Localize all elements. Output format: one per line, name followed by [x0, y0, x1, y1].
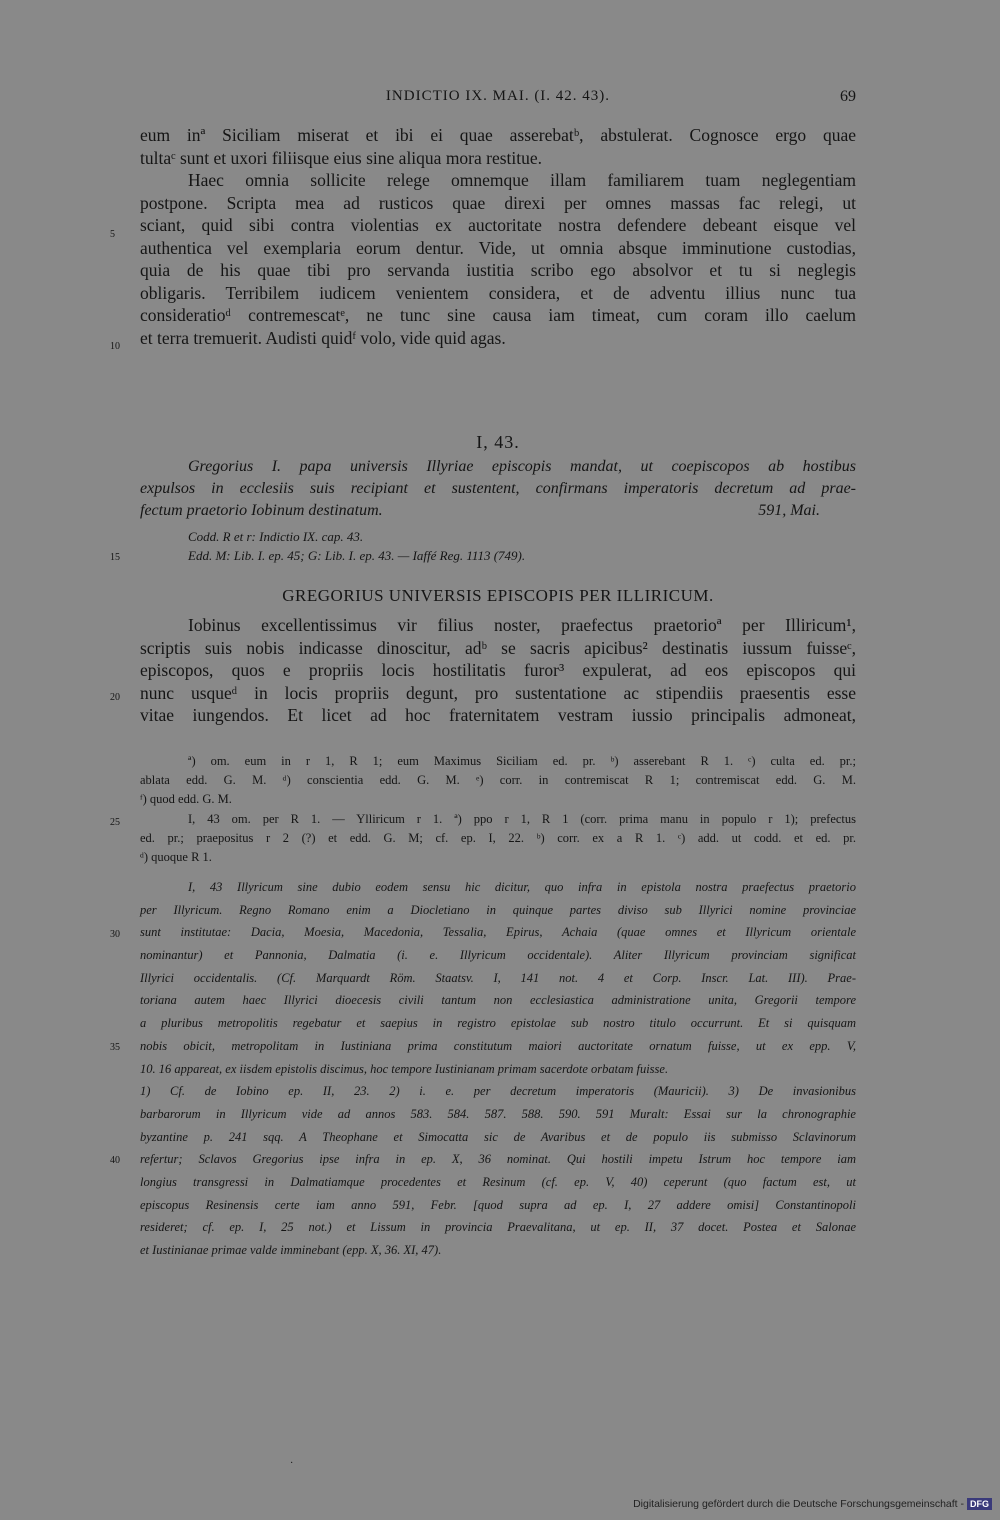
- text-line: vitae iungendos. Et licet ad hoc fraternitatem vestram iussio principalis admoneat,: [140, 705, 856, 725]
- editions-note: Edd. M: Lib. I. ep. 45; G: Lib. I. ep. 43. — Iaffé Reg. 1113 (749).: [188, 548, 526, 563]
- regest: [140, 456, 856, 522]
- line-number: 10: [110, 341, 120, 352]
- text-line: obligaris. Terribilem iudicem venientem considera, et de adventu illius nunc tua: [140, 282, 856, 303]
- footnote-line: ed. pr.; praepositus r 2 (?) et edd. G. M; cf. ep. I, 22. ᵇ) corr. ex a R 1. ᶜ) add. ut codd. et ed. pr.: [140, 831, 856, 845]
- text-line: sciant, quid sibi contra violentias ex auctoritate nostra defendere debeant eisque vel: [140, 215, 856, 235]
- regest-line-text: fectum praetorio Iobinum destinatum.: [140, 502, 383, 519]
- commentary-line: per Illyricum. Regno Romano enim a Diocletiano in quinque partes diviso sub Illyrici nomine provinciae: [140, 902, 856, 917]
- text-line: postpone. Scripta mea ad rusticos quae direxi per omnes massas fac relegi, ut: [140, 192, 856, 213]
- commentary-line: I, 43 Illyricum sine dubio eodem sensu hic dicitur, quo infra in epistola nostra praefectus praetorio: [188, 880, 856, 894]
- commentary-line: refertur; Sclavos Gregorius ipse infra in ep. X, 36 nominat. Qui hostili impetu Istrum hoc tempore iam: [140, 1152, 856, 1167]
- footnote-line: ª) om. eum in r 1, R 1; eum Maximus Siciliam ed. pr. ᵇ) asserebant R 1. ᶜ) culta ed. pr.;: [188, 754, 856, 768]
- regest-line: [140, 500, 856, 522]
- regest-line: Gregorius I. papa universis Illyriae episcopis mandat, ut coepiscopos ab hostibus: [188, 458, 856, 475]
- letter-address: GREGORIUS UNIVERSIS EPISCOPIS PER ILLIRICUM.: [282, 586, 714, 605]
- line-number: 15: [110, 552, 120, 563]
- body-text-main: [140, 614, 856, 727]
- line-number: 5: [110, 229, 115, 240]
- line-number: 35: [110, 1042, 120, 1053]
- commentary-line: toriana autem haec Illyrici dioecesis civili tantum non ecclesiastica administratione unita, Gregorii tempore: [140, 993, 856, 1008]
- document-number: I, 43.: [476, 432, 520, 452]
- text-line: authentica vel exemplaria eorum dentur. Vide, ut omnia absque imminutione custodias,: [140, 237, 856, 258]
- commentary-line: sunt institutae: Dacia, Moesia, Macedonia, Tessalia, Epirus, Achaia (quae omnes et Illyricum orientale: [140, 925, 856, 940]
- commentary-line: 1) Cf. de Iobino ep. II, 23. 2) i. e. per decretum imperatoris (Mauricii). 3) De invasionibus: [140, 1084, 856, 1099]
- footnote-line: ᵈ) quoque R 1.: [140, 850, 212, 864]
- commentary-line: et Iustinianae primae valde imminebant (epp. X, 36. XI, 47).: [140, 1243, 442, 1257]
- line-number: 30: [110, 929, 120, 940]
- commentary-line: a pluribus metropolitis regebatur et saepius in registro epistolae sub nostro titulo occurrunt. Et si quisquam: [140, 1016, 856, 1031]
- commentary-line: episcopus Resinensis certe iam anno 591, Febr. [quod supra ad ep. I, 27 addere omisi] Constantinopoli: [140, 1197, 856, 1212]
- body-text-top: [140, 124, 856, 349]
- regest-line: expulsos in ecclesiis suis recipiant et sustentent, confirmans imperatoris decretum ad prae-: [140, 480, 856, 497]
- dfg-logo: DFG: [967, 1498, 992, 1510]
- dfg-credit-text: Digitalisierung gefördert durch die Deutsche Forschungsgemeinschaft -: [633, 1498, 964, 1510]
- text-line: Iobinus excellentissimus vir filius noster, praefectus praetorioª per Illiricum¹,: [188, 615, 856, 635]
- commentary-line: 10. 16 appareat, ex iisdem epistolis discimus, hoc tempore Iustinianam primam sacerdote orbatam fuisse.: [140, 1061, 669, 1076]
- regest-date: 591, Mai.: [758, 502, 820, 519]
- codices-note: Codd. R et r: Indictio IX. cap. 43.: [188, 529, 364, 544]
- commentary-line: longius transgressi in Dalmatiamque procedentes et Resinum (cf. ep. V, 40) ceperunt (quo factum est, ut: [140, 1174, 856, 1189]
- stray-dot: ·: [290, 1458, 294, 1469]
- commentary-line: byzantine p. 241 sqq. A Theophane et Simocatta sic de Avaribus et de populo iis submisso Sclavinorum: [140, 1129, 856, 1144]
- text-line: et terra tremuerit. Audisti quidᶠ volo, vide quid agas.: [140, 327, 506, 348]
- footnotes-first: [140, 752, 856, 809]
- text-line: quia de his quae tibi pro servanda iustitia scribo ego absolvor et tu si neglegis: [140, 260, 856, 280]
- text-line: tultaᶜ sunt et uxori filiisque eius sine aliqua mora restitue.: [140, 147, 543, 168]
- text-line: eum inª Siciliam miserat et ibi ei quae asserebatᵇ, abstulerat. Cognosce ergo quae: [140, 125, 856, 145]
- line-number: 25: [110, 817, 120, 828]
- dfg-credit: [633, 1498, 992, 1510]
- text-line: nunc usqueᵈ in locis propriis degunt, pro sustentatione ac stipendiis praesentis esse: [140, 682, 856, 703]
- footnote-line: ablata edd. G. M. ᵈ) conscientia edd. G. M. ᵉ) corr. in contremiscat R 1; contremiscat edd. G. M.: [140, 773, 856, 787]
- text-line: episcopos, quos e propriis locis hostilitatis furor³ expulerat, ad eos episcopos qui: [140, 660, 856, 680]
- line-number: 40: [110, 1155, 120, 1166]
- text-line: Haec omnia sollicite relege omnemque illam familiarem tuam neglegentiam: [188, 170, 856, 190]
- footnote-line: ᶠ) quod edd. G. M.: [140, 792, 232, 806]
- commentary-line: nominantur) et Pannonia, Dalmatia (i. e. Illyricum occidentale). Aliter Illyricum provinciam significat: [140, 948, 856, 963]
- commentary-line: resideret; cf. ep. I, 25 not.) et Lissum in provincia Praevalitana, ut ep. II, 37 docet. Postea et Salonae: [140, 1220, 856, 1235]
- text-line: scriptis suis nobis indicasse dinoscitur, adᵇ se sacris apicibus² destinatis iussum fuisseᶜ,: [140, 637, 856, 658]
- line-number: 20: [110, 692, 120, 703]
- commentary: [140, 876, 856, 1262]
- page-number: 69: [840, 88, 856, 105]
- footnote-line: I, 43 om. per R 1. — Ylliricum r 1. ª) ppo r 1, R 1 (corr. prima manu in populo r 1); prefectus: [188, 812, 856, 826]
- running-title: INDICTIO IX. MAI. (I. 42. 43).: [385, 88, 611, 104]
- commentary-line: nobis obicit, metropolitam in Iustiniana prima constitutum maiori auctoritate ornatum fuisse, ut ex epp. V,: [140, 1038, 856, 1053]
- commentary-line: barbarorum in Illyricum vide ad annos 583. 584. 587. 588. 590. 591 Muralt: Essai sur la chronographie: [140, 1106, 856, 1121]
- commentary-line: Illyrici occidentalis. (Cf. Marquardt Röm. Staatsv. I, 141 not. 4 et Corp. Inscr. Lat. III). Prae-: [140, 970, 856, 985]
- text-line: consideratioᵈ contremescatᵉ, ne tunc sine causa iam timeat, cum coram illo caelum: [140, 305, 856, 325]
- page-header: [140, 88, 856, 112]
- footnotes-second: [140, 810, 856, 867]
